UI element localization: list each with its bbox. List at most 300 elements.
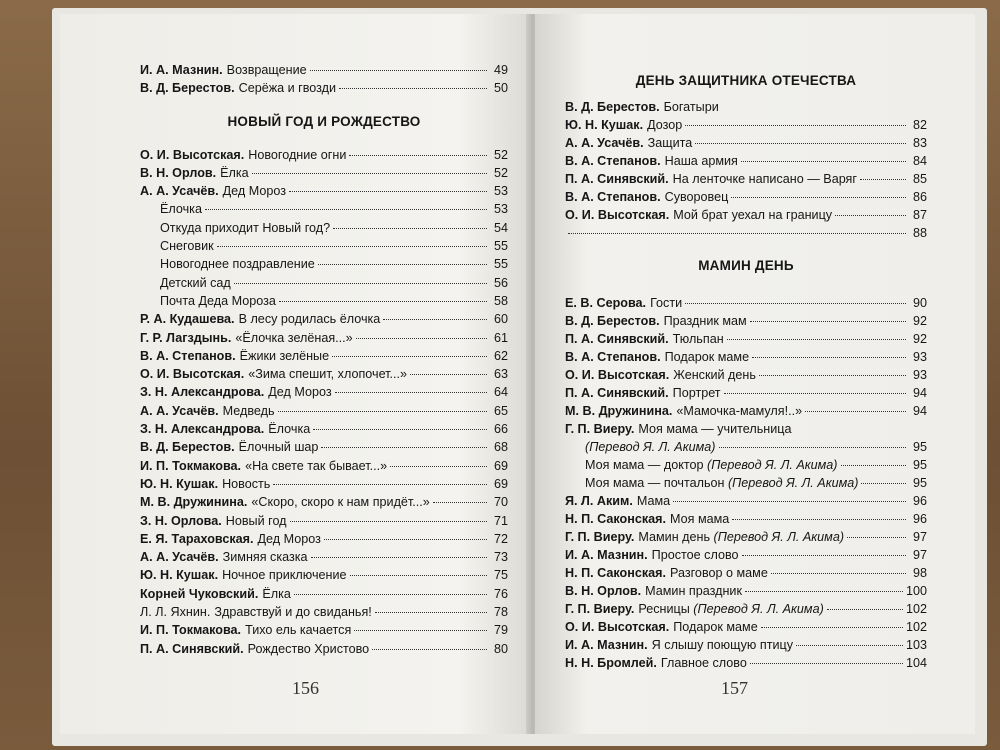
dot-leader xyxy=(673,501,906,502)
toc-title-text: Дед Мороз xyxy=(268,385,332,400)
toc-page-number: 62 xyxy=(493,348,508,363)
toc-author: В. Н. Орлов. xyxy=(140,165,217,180)
toc-title-text: Ёжики зелёные xyxy=(239,348,330,363)
dot-leader xyxy=(695,143,906,144)
toc-title-text: Новость xyxy=(222,476,271,491)
dot-leader xyxy=(827,609,903,610)
toc-entry xyxy=(565,188,927,206)
toc-page-number: 55 xyxy=(493,239,508,254)
toc-title xyxy=(673,618,757,636)
toc-entry xyxy=(565,384,927,402)
toc-page-number: 97 xyxy=(912,530,927,544)
toc-author: В. Д. Берестов. xyxy=(565,314,660,328)
toc-title xyxy=(647,116,682,134)
toc-title-text: Портрет xyxy=(672,386,721,400)
toc-entry xyxy=(565,438,927,456)
toc-title xyxy=(648,134,693,152)
dot-leader xyxy=(311,557,487,558)
toc-title xyxy=(239,438,319,456)
toc-title xyxy=(222,566,346,584)
toc-title-text: «Скоро, скоро к нам придёт...» xyxy=(251,495,430,510)
toc-title-text: Ёлочка xyxy=(268,422,311,437)
toc-author: Г. Р. Лагздынь. xyxy=(140,330,232,345)
toc-title-text: На ленточке написано — Варяг xyxy=(672,172,857,186)
toc-author: Е. Я. Тараховская. xyxy=(140,531,254,546)
dot-leader xyxy=(324,539,487,540)
toc-title-text: «Ёлочка зелёная...» xyxy=(235,330,353,345)
toc-author: П. А. Синявский. xyxy=(565,172,669,186)
toc-page-number: 72 xyxy=(493,531,508,546)
toc-title xyxy=(160,200,202,218)
toc-title-text: Зимняя сказка xyxy=(222,550,308,565)
toc-title xyxy=(223,402,275,420)
dot-leader xyxy=(350,575,487,576)
toc-entry xyxy=(565,474,927,492)
dot-leader xyxy=(732,519,906,520)
toc-title xyxy=(652,636,793,654)
toc-title-text: Дозор xyxy=(647,118,683,132)
toc-author: П. А. Синявский. xyxy=(565,386,669,400)
dot-leader xyxy=(805,411,906,412)
toc-page-number: 94 xyxy=(912,386,927,400)
toc-author: О. И. Высотская. xyxy=(140,147,245,162)
toc-page-number: 103 xyxy=(905,638,927,652)
toc-page-number: 95 xyxy=(912,440,927,454)
toc-title-text: Возвращение xyxy=(226,63,307,77)
toc-title xyxy=(223,182,286,200)
dot-leader xyxy=(727,339,906,340)
toc-page-number: 104 xyxy=(905,656,927,670)
toc-author: В. А. Степанов. xyxy=(565,154,661,168)
toc-author: Е. В. Серова. xyxy=(565,296,647,310)
toc-entry xyxy=(140,383,508,401)
toc-entry xyxy=(140,493,508,511)
toc-entry xyxy=(565,654,927,672)
toc-author: П. А. Синявский. xyxy=(140,641,244,656)
toc-entry xyxy=(140,274,508,292)
toc-page-number: 49 xyxy=(493,63,508,77)
toc-author: И. А. Мазнин. xyxy=(565,638,648,652)
toc-entry xyxy=(565,420,927,438)
toc-entry xyxy=(140,438,508,456)
toc-title xyxy=(673,384,721,402)
toc-author: В. А. Степанов. xyxy=(565,350,661,364)
toc-title-text: «На свете так бывает...» xyxy=(245,458,388,473)
toc-page-number: 98 xyxy=(912,566,927,580)
dot-leader xyxy=(410,374,487,375)
toc-title-text: Богатыри xyxy=(663,100,719,114)
toc-page-number: 83 xyxy=(912,136,927,150)
toc-translation-note: (Перевод Я. Л. Акима) xyxy=(703,458,838,472)
toc-page-number: 97 xyxy=(912,548,927,562)
toc-author: Ю. Н. Кушак. xyxy=(140,568,219,583)
toc-title xyxy=(670,510,729,528)
toc-entry xyxy=(140,200,508,218)
toc-title xyxy=(637,492,670,510)
toc-page-number: 50 xyxy=(493,81,508,96)
toc-title xyxy=(248,365,407,383)
toc-title xyxy=(585,456,838,474)
right-entries-1 xyxy=(565,98,927,242)
toc-page-number: 69 xyxy=(493,458,508,473)
toc-author: Корней Чуковский. xyxy=(140,586,259,601)
toc-author: М. В. Дружинина. xyxy=(140,495,248,510)
toc-entry xyxy=(565,582,927,600)
dot-leader xyxy=(685,125,906,126)
toc-title-text: Моя мама — доктор xyxy=(585,458,704,472)
dot-leader xyxy=(759,375,906,376)
dot-leader xyxy=(278,411,487,412)
toc-title-text: В лесу родилась ёлочка xyxy=(238,312,381,327)
toc-author: В. А. Степанов. xyxy=(565,190,661,204)
toc-entry xyxy=(565,402,927,420)
dot-leader xyxy=(731,197,906,198)
toc-author: В. Н. Орлов. xyxy=(565,584,642,598)
toc-title-text: Медведь xyxy=(222,403,275,418)
toc-title-text: Мамин день xyxy=(638,530,711,544)
toc-title-text: Женский день xyxy=(673,368,756,382)
toc-author: Н. П. Саконская. xyxy=(565,512,666,526)
toc-title-text: Мама xyxy=(636,494,671,508)
toc-entry xyxy=(140,566,508,584)
toc-author: Я. Л. Аким. xyxy=(565,494,633,508)
toc-page-number: 63 xyxy=(493,367,508,382)
toc-entry xyxy=(565,152,927,170)
toc-title-text: Подарок маме xyxy=(664,350,750,364)
toc-title xyxy=(240,347,330,365)
toc-entry xyxy=(140,61,508,79)
toc-entry xyxy=(565,98,927,116)
toc-entry xyxy=(140,310,508,328)
toc-title xyxy=(673,206,832,224)
toc-title-text: Ресницы xyxy=(638,602,690,616)
toc-page-number: 53 xyxy=(493,202,508,217)
section-title-defender-day: ДЕНЬ ЗАЩИТНИКА ОТЕЧЕСТВА xyxy=(635,73,857,88)
toc-title-text: Тихо ель качается xyxy=(245,623,352,638)
left-page-content xyxy=(140,61,508,658)
toc-title xyxy=(248,640,370,658)
toc-entry xyxy=(565,116,927,134)
toc-title-text: Подарок маме xyxy=(673,620,758,634)
toc-title xyxy=(650,294,682,312)
section-title-mothers-day: МАМИН ДЕНЬ xyxy=(698,258,794,273)
section-title-new-year: НОВЫЙ ГОД И РОЖДЕСТВО xyxy=(227,113,421,129)
toc-entry xyxy=(140,292,508,310)
toc-title xyxy=(645,582,742,600)
toc-title-text: Суворовец xyxy=(664,190,729,204)
dot-leader xyxy=(835,215,906,216)
dot-leader xyxy=(433,502,487,503)
dot-leader xyxy=(719,447,907,448)
toc-title-text: Ёлка xyxy=(262,586,291,601)
dot-leader xyxy=(335,392,487,393)
toc-entry xyxy=(565,546,927,564)
dot-leader xyxy=(332,356,487,357)
dot-leader xyxy=(313,429,487,430)
toc-title xyxy=(670,564,768,582)
toc-title xyxy=(227,61,307,79)
toc-entry xyxy=(565,170,927,188)
toc-title xyxy=(248,146,346,164)
toc-title xyxy=(585,474,858,492)
dot-leader xyxy=(568,233,906,234)
toc-author: И. П. Токмакова. xyxy=(140,623,242,638)
toc-entry xyxy=(140,164,508,182)
toc-title-text: Гости xyxy=(650,296,683,310)
dot-leader xyxy=(750,321,906,322)
toc-page-number: 55 xyxy=(493,257,508,272)
toc-title xyxy=(665,152,738,170)
toc-title-text: Защита xyxy=(647,136,693,150)
toc-page-number: 96 xyxy=(912,512,927,526)
toc-page-number: 71 xyxy=(493,513,508,528)
toc-entry xyxy=(140,402,508,420)
dot-leader xyxy=(310,70,487,71)
toc-author: Г. П. Виеру. xyxy=(565,422,635,436)
toc-title-text: Я слышу поющую птицу xyxy=(651,638,794,652)
toc-page-number: 56 xyxy=(493,275,508,290)
toc-page-number: 96 xyxy=(912,494,927,508)
toc-title xyxy=(239,310,381,328)
dot-leader xyxy=(354,630,487,631)
toc-entry xyxy=(565,618,927,636)
toc-author: Н. П. Саконская. xyxy=(565,566,666,580)
page-number-right: 157 xyxy=(721,678,748,698)
toc-page-number: 52 xyxy=(493,165,508,180)
toc-author: О. И. Высотская. xyxy=(565,208,670,222)
left-entries xyxy=(140,146,508,658)
toc-page-number: 66 xyxy=(493,422,508,437)
toc-page-number: 95 xyxy=(912,458,927,472)
toc-page-number: 86 xyxy=(912,190,927,204)
toc-entry xyxy=(140,621,508,639)
toc-title xyxy=(160,237,214,255)
toc-entry xyxy=(140,237,508,255)
toc-title xyxy=(262,585,291,603)
toc-author: В. Д. Берестов. xyxy=(140,81,235,96)
toc-title-text: Новый год xyxy=(225,513,287,528)
toc-title-text: Детский сад xyxy=(160,275,231,290)
toc-title xyxy=(235,329,352,347)
toc-entry xyxy=(140,512,508,530)
toc-title-text: Новогодние огни xyxy=(248,147,347,162)
toc-title-text: Простое слово xyxy=(651,548,739,562)
toc-page-number: 58 xyxy=(493,293,508,308)
toc-entry xyxy=(140,255,508,273)
toc-page-number: 68 xyxy=(493,440,508,455)
toc-entry xyxy=(565,348,927,366)
toc-entry xyxy=(565,636,927,654)
toc-page-number: 80 xyxy=(493,641,508,656)
dot-leader xyxy=(333,228,487,229)
toc-title-text: Моя мама — почтальон xyxy=(585,476,725,490)
toc-title-text: Главное слово xyxy=(660,656,747,670)
toc-title-text: Мой брат уехал на границу xyxy=(673,208,833,222)
toc-author: И. А. Мазнин. xyxy=(565,548,648,562)
dot-leader xyxy=(349,155,487,156)
toc-page-number: 75 xyxy=(493,568,508,583)
toc-title xyxy=(222,475,270,493)
toc-author: Л. Л. Яхнин. xyxy=(140,605,211,620)
toc-title-text: Тюльпан xyxy=(672,332,724,346)
toc-author: О. И. Высотская. xyxy=(565,620,670,634)
toc-title-text: Новогоднее поздравление xyxy=(160,257,315,272)
toc-page-number: 60 xyxy=(493,312,508,327)
toc-entry xyxy=(565,510,927,528)
toc-entry xyxy=(140,219,508,237)
toc-author: Ю. Н. Кушак. xyxy=(140,476,219,491)
dot-leader xyxy=(741,161,906,162)
dot-leader xyxy=(383,319,487,320)
toc-title xyxy=(664,98,719,116)
toc-entry xyxy=(140,182,508,200)
dot-leader xyxy=(339,88,487,89)
toc-title-text: Ночное приключение xyxy=(222,568,347,583)
dot-leader xyxy=(796,645,903,646)
toc-title xyxy=(652,546,739,564)
dot-leader xyxy=(273,484,487,485)
toc-title-text: Рождество Христово xyxy=(247,641,370,656)
dot-leader xyxy=(321,447,487,448)
toc-entry xyxy=(140,365,508,383)
toc-author: И. П. Токмакова. xyxy=(140,458,242,473)
toc-page-number: 76 xyxy=(493,586,508,601)
toc-title-text: Ёлочка xyxy=(160,202,202,217)
toc-translation-note: (Перевод Я. Л. Акима) xyxy=(724,476,859,490)
toc-page-number: 85 xyxy=(912,172,927,186)
dot-leader xyxy=(217,246,487,247)
toc-author: Г. П. Виеру. xyxy=(565,602,635,616)
dot-leader xyxy=(761,627,903,628)
right-page-content xyxy=(565,72,927,672)
toc-title-text: Праздник мам xyxy=(663,314,747,328)
toc-title xyxy=(223,548,308,566)
toc-title xyxy=(160,255,315,273)
toc-entry xyxy=(565,206,927,224)
dot-leader xyxy=(847,537,906,538)
toc-title-text: Почта Деда Мороза xyxy=(160,293,276,308)
toc-entry xyxy=(565,134,927,152)
toc-author: А. А. Усачёв. xyxy=(565,136,644,150)
toc-entry xyxy=(140,585,508,603)
toc-entry xyxy=(565,330,927,348)
toc-title xyxy=(638,528,844,546)
toc-page-number: 65 xyxy=(493,403,508,418)
toc-page-number: 88 xyxy=(912,226,927,240)
dot-leader xyxy=(390,466,487,467)
toc-entry xyxy=(565,312,927,330)
toc-author: В. А. Степанов. xyxy=(140,348,236,363)
toc-author: В. Д. Берестов. xyxy=(140,440,235,455)
toc-page-number: 52 xyxy=(493,147,508,162)
toc-translation-note: (Перевод Я. Л. Акима) xyxy=(689,602,824,616)
left-page xyxy=(60,14,530,734)
toc-page-number: 102 xyxy=(905,620,927,634)
toc-title xyxy=(665,348,749,366)
dot-leader xyxy=(685,303,906,304)
toc-page-number: 93 xyxy=(912,368,927,382)
toc-author: Ю. Н. Кушак. xyxy=(565,118,644,132)
toc-page-number: 70 xyxy=(493,495,508,510)
toc-title-text: Дед Мороз xyxy=(257,531,321,546)
toc-entry xyxy=(140,457,508,475)
toc-entry xyxy=(140,329,508,347)
left-top-entries xyxy=(140,61,508,98)
toc-title xyxy=(239,79,336,97)
toc-title xyxy=(251,493,429,511)
toc-author: В. Д. Берестов. xyxy=(565,100,660,114)
toc-entry xyxy=(565,366,927,384)
dot-leader xyxy=(234,283,487,284)
toc-title-text: Мамин праздник xyxy=(645,584,742,598)
toc-title xyxy=(258,530,321,548)
toc-title xyxy=(160,274,231,292)
toc-title xyxy=(664,312,747,330)
toc-author: Н. Н. Бромлей. xyxy=(565,656,657,670)
toc-author: П. А. Синявский. xyxy=(565,332,669,346)
toc-page-number: 87 xyxy=(912,208,927,222)
toc-title xyxy=(160,219,330,237)
toc-page-number: 95 xyxy=(912,476,927,490)
dot-leader xyxy=(279,301,487,302)
toc-page-number: 54 xyxy=(493,220,508,235)
toc-title-text: Разговор о маме xyxy=(670,566,768,580)
toc-translation-note: (Перевод Я. Л. Акима) xyxy=(585,440,716,454)
dot-leader xyxy=(318,264,487,265)
dot-leader xyxy=(356,338,487,339)
toc-title xyxy=(638,600,823,618)
toc-title xyxy=(220,164,249,182)
toc-entry xyxy=(565,294,927,312)
dot-leader xyxy=(724,393,906,394)
toc-title-text: Ёлка xyxy=(220,165,249,180)
toc-author: А. А. Усачёв. xyxy=(140,403,219,418)
toc-title-text: Здравствуй и до свиданья! xyxy=(214,605,372,620)
toc-title-text: Моя мама xyxy=(670,512,730,526)
toc-title-text: Наша армия xyxy=(664,154,738,168)
toc-title xyxy=(226,512,287,530)
toc-entry xyxy=(140,79,508,97)
toc-page-number: 92 xyxy=(912,314,927,328)
toc-title-text: Снеговик xyxy=(160,239,214,254)
toc-title xyxy=(673,170,857,188)
toc-page-number: 84 xyxy=(912,154,927,168)
toc-page-number: 93 xyxy=(912,350,927,364)
toc-title-text: Серёжа и гвозди xyxy=(238,81,337,96)
toc-author: З. Н. Александрова. xyxy=(140,422,265,437)
toc-page-number: 102 xyxy=(905,602,927,616)
dot-leader xyxy=(289,191,487,192)
dot-leader xyxy=(294,594,487,595)
toc-entry xyxy=(140,475,508,493)
dot-leader xyxy=(375,612,487,613)
toc-title-text: Дед Мороз xyxy=(222,184,287,199)
toc-author: О. И. Высотская. xyxy=(140,367,245,382)
toc-title-text: «Зима спешит, хлопочет...» xyxy=(248,367,408,382)
toc-entry xyxy=(565,600,927,618)
toc-title xyxy=(268,420,310,438)
toc-entry xyxy=(140,530,508,548)
toc-page-number: 100 xyxy=(905,584,927,598)
dot-leader xyxy=(861,483,906,484)
toc-title xyxy=(245,457,387,475)
toc-entry xyxy=(140,347,508,365)
toc-page-number: 61 xyxy=(493,330,508,345)
toc-page-number: 73 xyxy=(493,550,508,565)
toc-author: З. Н. Александрова. xyxy=(140,385,265,400)
toc-title-text: Ёлочный шар xyxy=(238,440,319,455)
right-page xyxy=(535,14,975,734)
